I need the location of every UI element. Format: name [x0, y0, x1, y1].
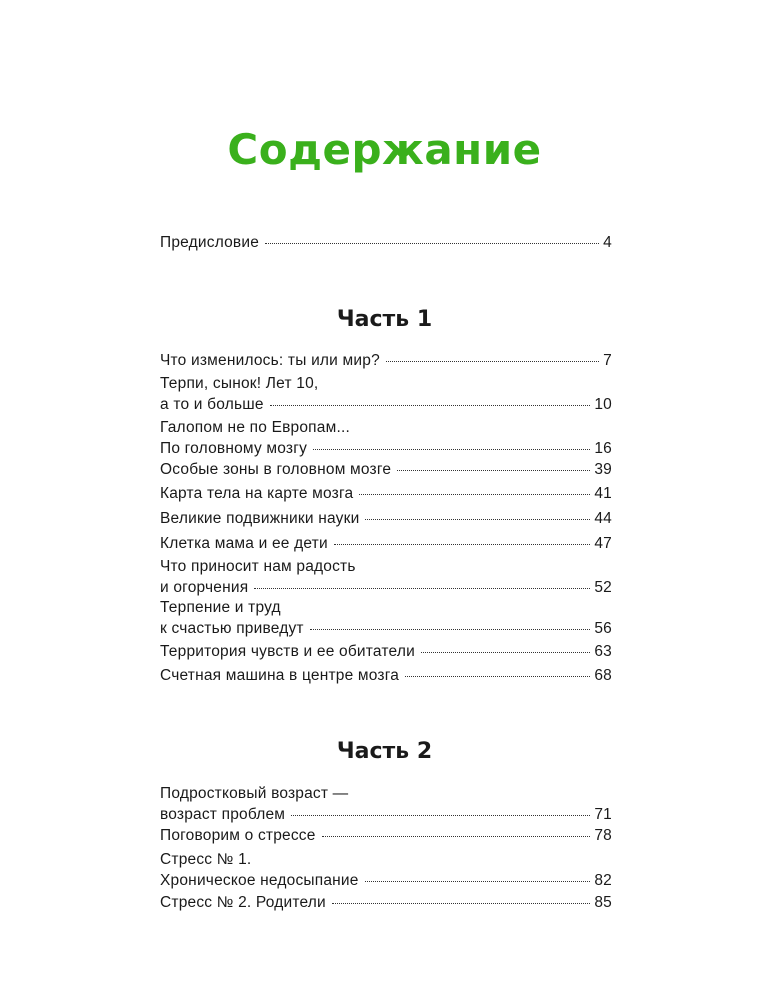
toc-entry[interactable]	[160, 459, 612, 480]
toc-entry-title: Карта тела на карте мозга	[160, 485, 354, 502]
part-heading: Часть 2	[336, 739, 433, 764]
toc-page-number: 52	[594, 579, 612, 596]
part-heading: Часть 1	[336, 307, 433, 332]
dot-leader	[254, 588, 590, 589]
dot-leader	[334, 544, 591, 545]
toc-entry-title: Предисловие	[160, 234, 260, 251]
toc-page-number: 71	[594, 806, 612, 823]
toc-entry-title-line1: Стресс № 1.	[160, 851, 252, 868]
toc-page-number: 39	[594, 461, 612, 478]
toc-entry-title-line2: По головному мозгу	[160, 440, 308, 457]
dot-leader	[421, 652, 590, 653]
toc-page-number: 63	[594, 643, 612, 660]
toc-page-number: 68	[594, 667, 612, 684]
toc-entry-title-line1: Терпение и труд	[160, 599, 281, 616]
toc-entry-title-line2: Хроническое недосыпание	[160, 872, 359, 889]
toc-entry[interactable]	[160, 641, 612, 662]
dot-leader	[291, 815, 590, 816]
toc-entry[interactable]	[160, 825, 612, 846]
dot-leader	[365, 881, 591, 882]
toc-entry-title: Особые зоны в головном мозге	[160, 461, 392, 478]
toc-page-number: 7	[603, 352, 612, 369]
toc-entry[interactable]	[160, 483, 612, 504]
toc-entry-title: Клетка мама и ее дети	[160, 535, 328, 552]
dot-leader	[265, 243, 599, 244]
dot-leader	[397, 470, 590, 471]
toc-entry-title: Великие подвижники науки	[160, 510, 360, 527]
toc-entry[interactable]	[160, 849, 612, 891]
toc-entry-preface[interactable]	[160, 232, 612, 253]
dot-leader	[322, 836, 591, 837]
toc-page-number: 4	[603, 234, 612, 251]
toc-entry[interactable]	[160, 892, 612, 913]
toc-entry[interactable]	[160, 373, 612, 415]
toc-page-number: 47	[594, 535, 612, 552]
toc-page-number: 41	[594, 485, 612, 502]
toc-entry[interactable]	[160, 597, 612, 639]
toc-entry-title: Территория чувств и ее обитатели	[160, 643, 415, 660]
dot-leader	[310, 629, 591, 630]
toc-entry[interactable]	[160, 665, 612, 686]
toc-page-number: 82	[594, 872, 612, 889]
dot-leader	[365, 519, 590, 520]
page-title: Содержание	[227, 125, 542, 174]
dot-leader	[359, 494, 590, 495]
dot-leader	[270, 405, 591, 406]
toc-entry-title: Что изменилось: ты или мир?	[160, 352, 380, 369]
toc-entry-title-line2: и огорчения	[160, 579, 249, 596]
dot-leader	[405, 676, 590, 677]
toc-entry-title-line2: к счастью приведут	[160, 620, 304, 637]
toc-entry[interactable]	[160, 533, 612, 554]
toc-entry-title: Поговорим о стрессе	[160, 827, 316, 844]
toc-entry-title-line1: Галопом не по Европам...	[160, 419, 350, 436]
toc-page-number: 78	[594, 827, 612, 844]
toc-entry-title-line1: Что приносит нам радость	[160, 558, 356, 575]
toc-page-number: 44	[594, 510, 612, 527]
toc-entry-title-line1: Терпи, сынок! Лет 10,	[160, 375, 319, 392]
toc-entry[interactable]	[160, 556, 612, 598]
toc-entry[interactable]	[160, 508, 612, 529]
toc-entry-title-line1: Подростковый возраст —	[160, 785, 349, 802]
dot-leader	[313, 449, 590, 450]
dot-leader	[332, 903, 590, 904]
toc-entry[interactable]	[160, 350, 612, 371]
dot-leader	[386, 361, 599, 362]
toc-entry[interactable]	[160, 783, 612, 825]
toc-entry-title: Стресс № 2. Родители	[160, 894, 326, 911]
toc-entry[interactable]	[160, 417, 612, 459]
toc-page-number: 85	[594, 894, 612, 911]
toc-page-number: 16	[594, 440, 612, 457]
toc-entry-title-line2: а то и больше	[160, 396, 264, 413]
toc-page-number: 10	[594, 396, 612, 413]
toc-entry-title-line2: возраст проблем	[160, 806, 286, 823]
toc-entry-title: Счетная машина в центре мозга	[160, 667, 400, 684]
toc-page-number: 56	[594, 620, 612, 637]
